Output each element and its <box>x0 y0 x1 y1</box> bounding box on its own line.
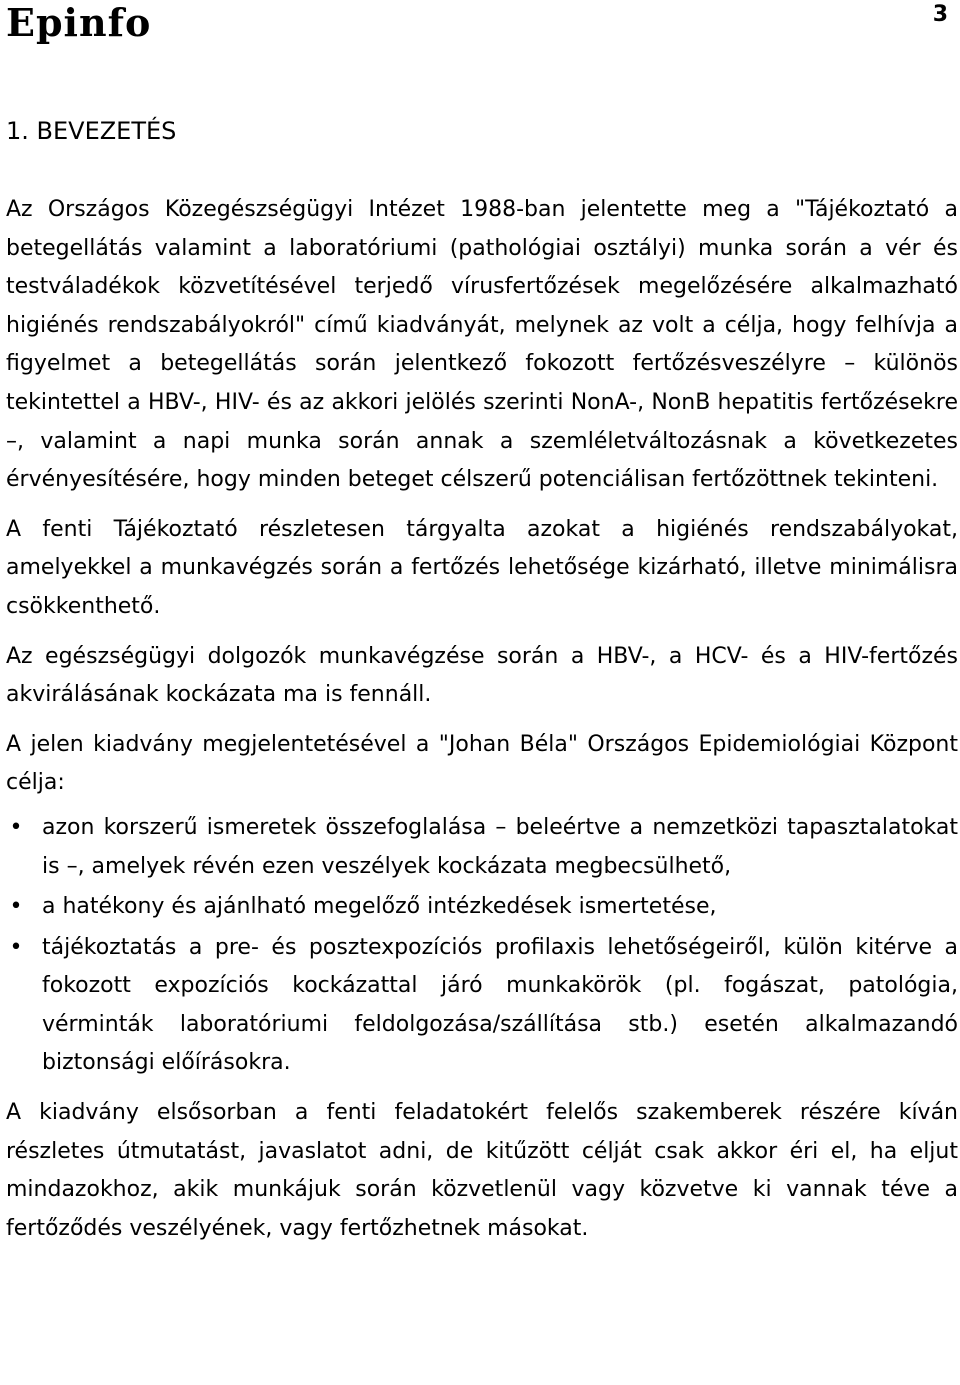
epinfo-logo: Epinfo <box>6 0 152 45</box>
list-item <box>6 809 958 886</box>
goal-list <box>6 809 958 1083</box>
intro-paragraph: Az Országos Közegészségügyi Intézet 1988-ban jelentette meg a "Tájékoztató a betegellátás valamint a laboratóriumi (pathológiai osztályi) munka során a vér és testváladékok közvetítésével terjedő vírusfertőzések megelőzésére alkalmazható higiénés rendszabályokról" című kiadványát, melynek az volt a célja, hogy felhívja a figyelmet a betegellátás során jelentkező fokozott fertőzésveszélyre – különös tekintettel a HBV-, HIV- és az akkori jelölés szerinti NonA-, NonB hepatitis fertőzésekre –, valamint a napi munka során annak a szemléletváltozásnak a következetes érvényesítésére, hogy minden beteget célszerű potenciálisan fertőzöttnek tekinteni. <box>6 197 958 493</box>
bullet-icon: • <box>9 814 23 840</box>
list-item-text: azon korszerű ismeretek összefoglalása – beleértve a nemzetközi tapasztalatokat is –, amelyek révén ezen veszélyek kockázata megbecsülhető, <box>42 814 958 879</box>
list-item-text: tájékoztatás a pre- és posztexpozíciós profilaxis lehetőségeiről, külön kitérve a fokozott expozíciós kockázattal járó munkakörök (pl. fogászat, patológia, vérminták laboratóriumi feldolgozása/szállítása stb.) esetén alkalmazandó biztonsági előírásokra. <box>42 934 958 1076</box>
list-item <box>6 888 958 927</box>
bullet-icon: • <box>9 934 23 960</box>
list-item-text: a hatékony és ajánlható megelőző intézkedések ismertetése, <box>42 894 717 920</box>
section-title: 1. BEVEZETÉS <box>6 117 177 145</box>
bullet-icon: • <box>9 894 23 920</box>
rules-paragraph: A fenti Tájékoztató részletesen tárgyalta azokat a higiénés rendszabályokat, amelyekkel a munkavégzés során a fertőzés lehetősége kizárható, illetve minimálisra csökkenthető. <box>6 516 958 619</box>
risk-paragraph: Az egészségügyi dolgozók munkavégzése során a HBV-, a HCV- és a HIV-fertőzés akvirálásának kockázata ma is fennáll. <box>6 643 958 708</box>
document-body <box>6 191 958 1248</box>
closing-paragraph: A kiadvány elsősorban a fenti feladatokért felelős szakemberek részére kíván részletes útmutatást, javaslatot adni, de kitűzött célját csak akkor éri el, ha eljut mindazokhoz, akik munkájuk során közvetlenül vagy közvetve ki vannak téve a fertőződés veszélyének, vagy fertőzhetnek másokat. <box>6 1100 958 1241</box>
goal-paragraph: A jelen kiadvány megjelentetésével a "Johan Béla" Országos Epidemiológiai Központ célja: <box>6 731 958 796</box>
page-number: 3 <box>932 2 948 27</box>
list-item <box>6 929 958 1083</box>
